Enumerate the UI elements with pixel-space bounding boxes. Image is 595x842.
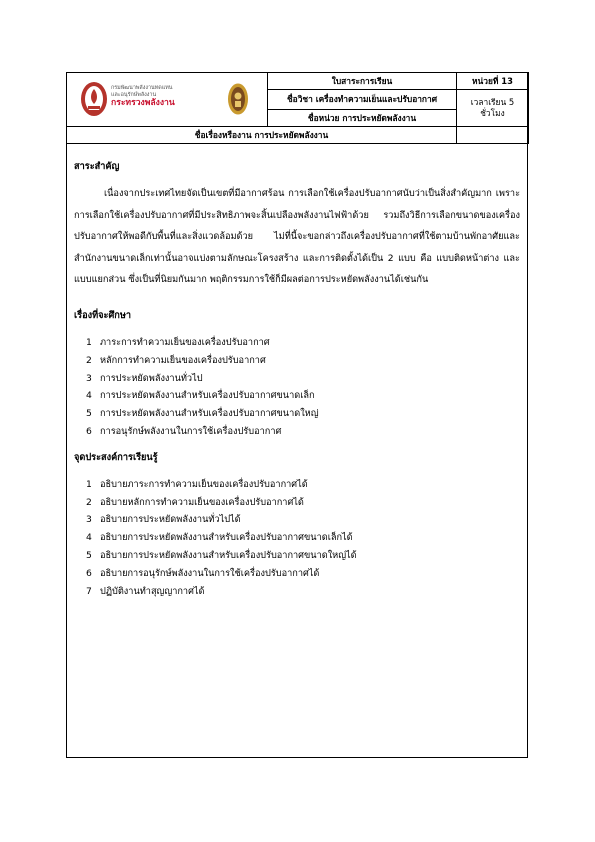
essence-heading: สาระสำคัญ xyxy=(74,161,120,172)
list-item: 4 การประหยัดพลังงานสำหรับเครื่องปรับอากาศขนาดเล็ก xyxy=(86,390,315,402)
header-table xyxy=(66,72,529,144)
doc-type-cell: ใบสาระการเรียน xyxy=(268,73,457,90)
topic-cell: ชื่อเรื่องหรืองาน การประหยัดพลังงาน xyxy=(67,127,457,144)
list-item: 3 การประหยัดพลังงานทั่วไป xyxy=(86,372,203,384)
list-item: 2 อธิบายหลักการทำความเย็นของเครื่องปรับอากาศได้ xyxy=(86,496,304,508)
logo-cell xyxy=(67,73,268,127)
study-time-cell xyxy=(457,90,529,127)
list-item: 1 ภาระการทำความเย็นของเครื่องปรับอากาศ xyxy=(86,336,270,348)
list-item: 6 อธิบายการอนุรักษ์พลังงานในการใช้เครื่องปรับอากาศได้ xyxy=(86,567,320,579)
unit-number-cell: หน่วยที่ 13 xyxy=(457,73,529,90)
unit-name-cell: ชื่อหน่วย การประหยัดพลังงาน xyxy=(268,110,457,127)
document-body xyxy=(74,160,520,600)
topics-heading: เรื่องที่จะศึกษา xyxy=(74,309,132,321)
list-item: 5 อธิบายการประหยัดพลังงานสำหรับเครื่องปรับอากาศขนาดใหญ่ได้ xyxy=(86,549,357,561)
list-item: 2 หลักการทำความเย็นของเครื่องปรับอากาศ xyxy=(86,354,266,366)
logo-line-1: กรมพัฒนาพลังงานทดแทน xyxy=(111,85,173,91)
empty-cell xyxy=(457,127,529,144)
list-item: 4 อธิบายการประหยัดพลังงานสำหรับเครื่องปรับอากาศขนาดเล็กได้ xyxy=(86,532,353,544)
subject-cell: ชื่อวิชา เครื่องทำความเย็นและปรับอากาศ xyxy=(268,90,457,110)
topics-list xyxy=(74,334,520,441)
objectives-list xyxy=(74,476,520,601)
essence-text: เนื่องจากประเทศไทยจัดเป็นเขตที่มีอากาศร้อน การเลือกใช้เครื่องปรับอากาศนับว่าเป็นสิ่งสำคัญมาก เพราะการเลือกใช้เครื่องปรับอากาศที่มีประสิทธิภาพจะสิ้นเปลืองพลังงานไฟฟ้าด้วย รวมถึงวิธีการเลือกขนาดของเครื่องปรับอากาศให้พอดีกับพื้นที่และสิ่งแวดล้อมด้วย ไม่ที่นี้จะขอกล่าวถึงเครื่องปรับอากาศที่ใช้ตามบ้านพักอาศัยและสำนักงานขนาดเล็กเท่านั้นอาจแบ่งตามลักษณะโครงสร้าง และการติดตั้งได้เป็น 2 แบบ คือ แบบติดหน้าต่าง และแบบแยกส่วน ซึ่งเป็นที่นิยมกันมาก พฤติกรรมการใช้ก็มีผลต่อการประหยัดพลังงานได้เช่นกัน xyxy=(74,188,520,286)
logo-line-3: กระทรวงพลังงาน xyxy=(111,98,175,108)
study-time-line-1: เวลาเรียน 5 xyxy=(470,97,515,107)
logo-line-2: และอนุรักษ์พลังงาน xyxy=(111,91,157,98)
list-item: 3 อธิบายการประหยัดพลังงานทั่วไปได้ xyxy=(86,514,241,526)
objectives-heading: จุดประสงค์การเรียนรู้ xyxy=(74,451,158,463)
list-item: 6 การอนุรักษ์พลังงานในการใช้เครื่องปรับอากาศ xyxy=(86,425,282,437)
ministry-logo xyxy=(79,80,251,120)
ministry-seal-icon xyxy=(227,82,249,116)
list-item: 5 การประหยัดพลังงานสำหรับเครื่องปรับอากาศขนาดใหญ่ xyxy=(86,408,319,420)
energy-emblem-icon xyxy=(79,80,109,118)
list-item: 1 อธิบายภาระการทำความเย็นของเครื่องปรับอากาศได้ xyxy=(86,478,308,490)
study-time-line-2: ชั่วโมง xyxy=(480,108,505,118)
essence-paragraph xyxy=(74,183,520,291)
list-item: 7 ปฏิบัติงานทำสุญญากาศได้ xyxy=(86,585,205,597)
